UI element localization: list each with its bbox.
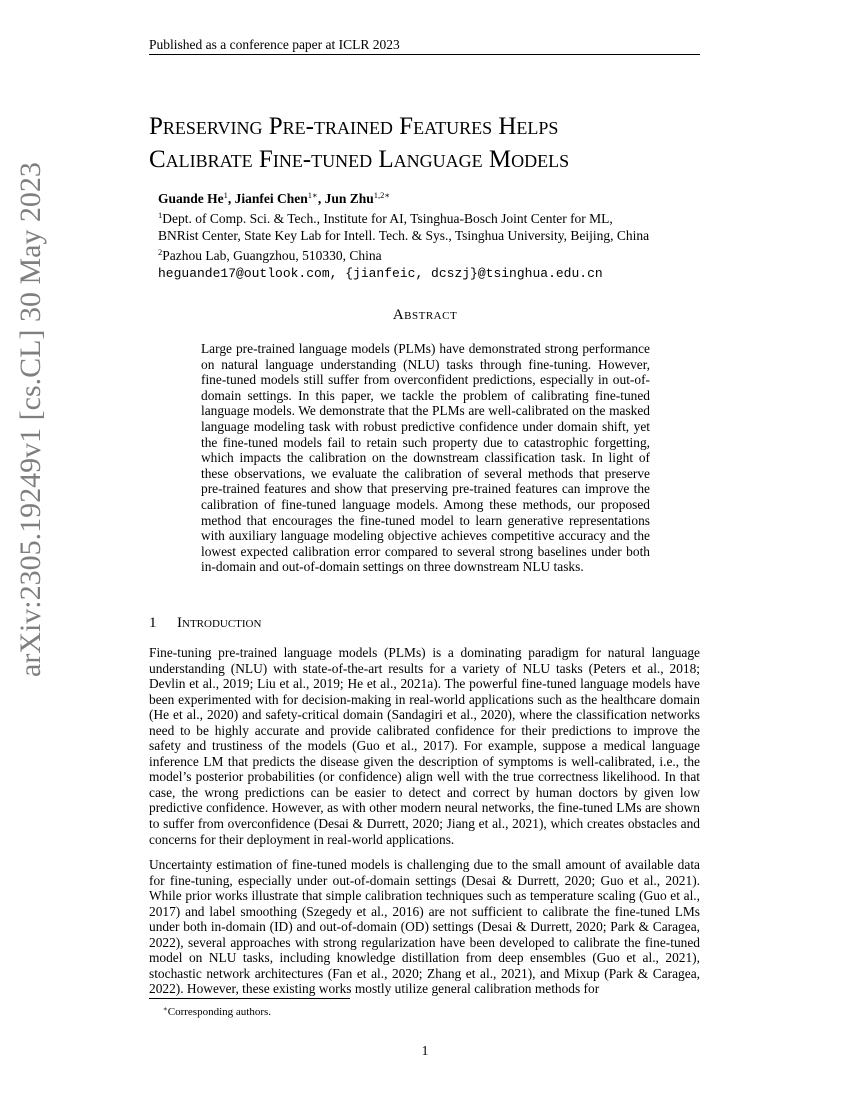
footnote-mark: ∗ — [163, 1005, 168, 1013]
author-block — [158, 187, 718, 282]
footnote-rule — [149, 998, 350, 999]
introduction-paragraph-1: Fine-tuning pre-trained language models (PLMs) is a dominating paradigm for natural language understanding (NLU) with state-of-the-art results for a variety of NLU tasks (Peters et al., 2018; Devlin et al., 2019; Liu et al., 2019; He et al., 2021a). The powerful fine-tuned language models have been experimented with for decision-making in real-world applications such as the healthcare domain (He et al., 2020) and safety-critical domain (Sandagiri et al., 2020), where the classification networks need to be highly accurate and provide calibrated confidence for their predictions to improve the safety and trustiness of the models (Guo et al., 2017). For example, suppose a medical language inference LM that predicts the disease given the description of symptoms is well-calibrated, i.e., the model’s posterior probabilities (or confidence) align well with the true correctness likelihood. In that case, the wrong predictions can be easier to detect and correct by human doctors by given low predictive confidence. However, as with other modern neural networks, the fine-tuned LMs are shown to suffer from overconfidence (Desai & Durrett, 2020; Jiang et al., 2021), which creates obstacles and concerns for their deployment in real-world applications. — [149, 645, 700, 847]
author-names: Guande He$^1$, Jianfei Chen$^{1∗}$, Jun Zhu$^{1,2∗}$ — [158, 190, 391, 206]
paper-title — [149, 110, 709, 176]
section-heading-introduction — [149, 614, 261, 632]
author-affiliation-mark: 1,2∗ — [373, 190, 391, 200]
running-head: Published as a conference paper at ICLR 2023 — [149, 37, 400, 52]
author-affiliation-mark: 1∗ — [307, 190, 318, 200]
page-number: 1 — [421, 1043, 429, 1058]
title-line-2: Calibrate Fine-tuned Language Models — [149, 146, 570, 173]
footnote-text: Corresponding authors. — [167, 1006, 272, 1018]
abstract-heading: Abstract — [392, 307, 458, 323]
affiliation-mark: 1 — [158, 210, 163, 220]
affiliation-mark: 2 — [158, 247, 163, 257]
author-affiliation-mark: 1 — [223, 190, 228, 200]
section-title: Introduction — [177, 615, 262, 631]
title-line-1: Preserving Pre-trained Features Helps — [149, 113, 559, 140]
author-name: Jun Zhu — [324, 191, 374, 206]
author-name: Jianfei Chen — [234, 191, 308, 206]
arxiv-identifier-stamp: arXiv:2305.19249v1 [cs.CL] 30 May 2023 — [14, 162, 47, 677]
author-name: Guande He — [158, 191, 224, 206]
author-emails: heguande17@outlook.com, {jianfeic, dcszj}@tsinghua.edu.cn — [158, 266, 603, 281]
footnote — [163, 1003, 271, 1019]
abstract-text: Large pre-trained language models (PLMs) have demonstrated strong performance on natural language understanding (NLU) tasks through fine-tuning. However, fine-tuned models still suffer from overconfident predictions, especially in out-of-domain settings. In this paper, we tackle the problem of calibrating fine-tuned language models. We demonstrate that the PLMs are well-calibrated on the masked language modeling task with robust predictive confidence under domain shift, yet the fine-tuned models fail to retain such property due to catastrophic forgetting, which impacts the calibration on the downstream classification task. In light of these observations, we evaluate the calibration of several methods that preserve pre-trained features and show that preserving pre-trained features can improve the calibration of fine-tuned language models. Among these methods, our proposed method that encourages the fine-tuned model to learn generative representations with auxiliary language modeling objective achieves competitive accuracy and the lowest expected calibration error compared to several strong baselines under both in-domain and out-of-domain settings on three downstream NLU tasks. — [201, 341, 650, 575]
affiliation-1-line-2: BNRist Center, State Key Lab for Intell. Tech. & Sys., Tsinghua University, Beijing, China — [158, 228, 650, 243]
affiliation-1-line-1: $^1$Dept. of Comp. Sci. & Tech., Institute for AI, Tsinghua-Bosch Joint Center for ML, — [158, 210, 613, 226]
header-rule — [149, 54, 700, 55]
affiliation-2: $^2$Pazhou Lab, Guangzhou, 510330, China — [158, 247, 382, 263]
introduction-paragraph-2: Uncertainty estimation of fine-tuned models is challenging due to the small amount of available data for fine-tuning, especially under out-of-domain settings (Desai & Durrett, 2020; Guo et al., 2021). While prior works illustrate that simple calibration techniques such as temperature scaling (Guo et al., 2017) and label smoothing (Szegedy et al., 2016) are not sufficient to calibrate the fine-tuned LMs under both in-domain (ID) and out-of-domain (OD) settings (Desai & Durrett, 2020; Park & Caragea, 2022), several approaches with strong regularization have been developed to calibrate the fine-tuned model on NLU tasks, including knowledge distillation from deep ensembles (Guo et al., 2021), stochastic network architectures (Fan et al., 2020; Zhang et al., 2021), and Mixup (Park & Caragea, 2022). However, these existing works mostly utilize general calibration methods for — [149, 857, 700, 997]
section-number: 1 — [149, 615, 157, 631]
